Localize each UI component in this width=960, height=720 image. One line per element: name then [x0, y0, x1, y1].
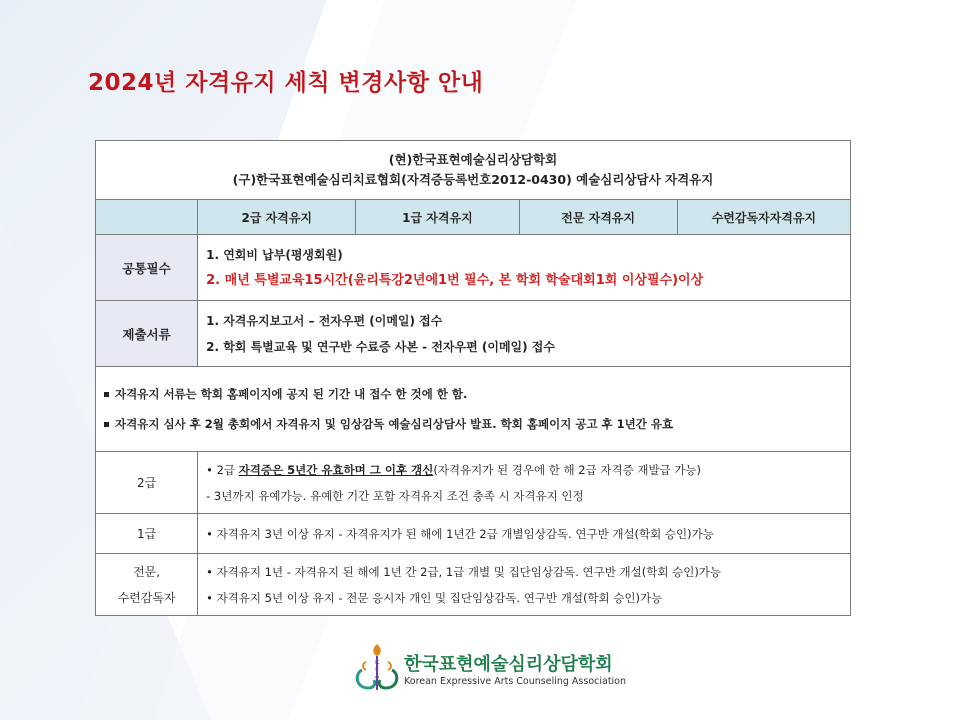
common-item-2: 2. 매년 특별교육15시간(윤리특강2년에1번 필수, 본 학회 학술대회1회 이상필수)이상 [206, 272, 704, 288]
documents-content [198, 301, 851, 367]
note-text: 자격유지 서류는 학회 홈페이지에 공지 된 기간 내 접수 한 것에 한 함. [115, 387, 468, 401]
expert-label-1: 전문, [133, 564, 161, 579]
grade2-content [198, 452, 851, 514]
header-line-2: (구)한국표현예술심리치료협회(자격증등록번호2012-0430) 예술심리상담사 자격유지 [232, 172, 714, 187]
common-item-1: 1. 연회비 납부(평생회원) [206, 247, 343, 262]
svg-text:K: K [375, 660, 379, 666]
note-item [104, 409, 842, 439]
documents-item-1: 1. 자격유지보고서 – 전자우편 (이메일) 접수 [206, 313, 443, 328]
expert-line-2: • 자격유지 5년 이상 유지 - 전문 응시자 개인 및 집단임상감독. 연구반 개설(학회 승인)가능 [206, 590, 663, 605]
grade2-line-1 [206, 457, 842, 483]
column-header-supervisor: 수련감독자자격유지 [677, 200, 850, 235]
svg-text:E: E [375, 667, 379, 673]
row-label-documents: 제출서류 [96, 301, 198, 367]
expert-content [198, 554, 851, 616]
row-label-common: 공통필수 [96, 235, 198, 301]
logo-english-name: Korean Expressive Arts Counseling Association [404, 676, 627, 687]
header-line-1: (현)한국표현예술심리상담학회 [388, 152, 558, 167]
expert-line-1: • 자격유지 1년 - 자격유지 된 해에 1년 간 2급, 1급 개별 및 집단임상감독. 연구반 개설(학회 승인)가능 [206, 564, 722, 579]
logo-korean-name: 한국표현예술심리상담학회 [404, 654, 613, 675]
keaca-logo-icon [352, 640, 402, 694]
bullet-square-icon [104, 392, 109, 397]
qualification-table [95, 140, 851, 616]
grade2-prefix: • 2급 [206, 462, 239, 477]
common-content [198, 235, 851, 301]
expert-label-2: 수련감독자 [117, 590, 176, 605]
row-label-grade2: 2급 [96, 452, 198, 514]
note-item [104, 379, 842, 409]
grade2-suffix: (자격유지가 된 경우에 한 해 2급 자격증 재발급 가능) [433, 462, 702, 477]
column-header-grade1: 1급 자격유지 [356, 200, 519, 235]
row-label-expert [96, 554, 198, 616]
grade1-line-1: • 자격유지 3년 이상 유지 - 자격유지가 된 해에 1년간 2급 개별임상감독. 연구반 개설(학회 승인)가능 [206, 526, 714, 541]
note-text: 자격유지 심사 후 2월 총회에서 자격유지 및 임상감독 예술심리상담사 발표. 학회 홈페이지 공고 후 1년간 유효 [115, 417, 674, 431]
column-header-grade2: 2급 자격유지 [198, 200, 356, 235]
association-logo [352, 640, 627, 694]
documents-item-2: 2. 학회 특별교육 및 연구반 수료증 사본 - 전자우편 (이메일) 접수 [206, 339, 555, 354]
table-header [96, 141, 851, 200]
grade2-line-2: - 3년까지 유예가능. 유예한 기간 포함 자격유지 조건 충족 시 자격유지 인정 [206, 488, 584, 503]
notes-cell [96, 367, 851, 452]
grade1-content [198, 514, 851, 554]
column-header-expert: 전문 자격유지 [519, 200, 677, 235]
svg-text:A: A [375, 674, 379, 680]
row-label-grade1: 1급 [96, 514, 198, 554]
bullet-square-icon [104, 422, 109, 427]
svg-text:C: C [375, 681, 379, 687]
grade2-underlined: 자격증은 5년간 유효하며 그 이후 갱신 [238, 462, 434, 477]
column-header-empty [96, 200, 198, 235]
page-title: 2024년 자격유지 세칙 변경사항 안내 [88, 70, 484, 96]
